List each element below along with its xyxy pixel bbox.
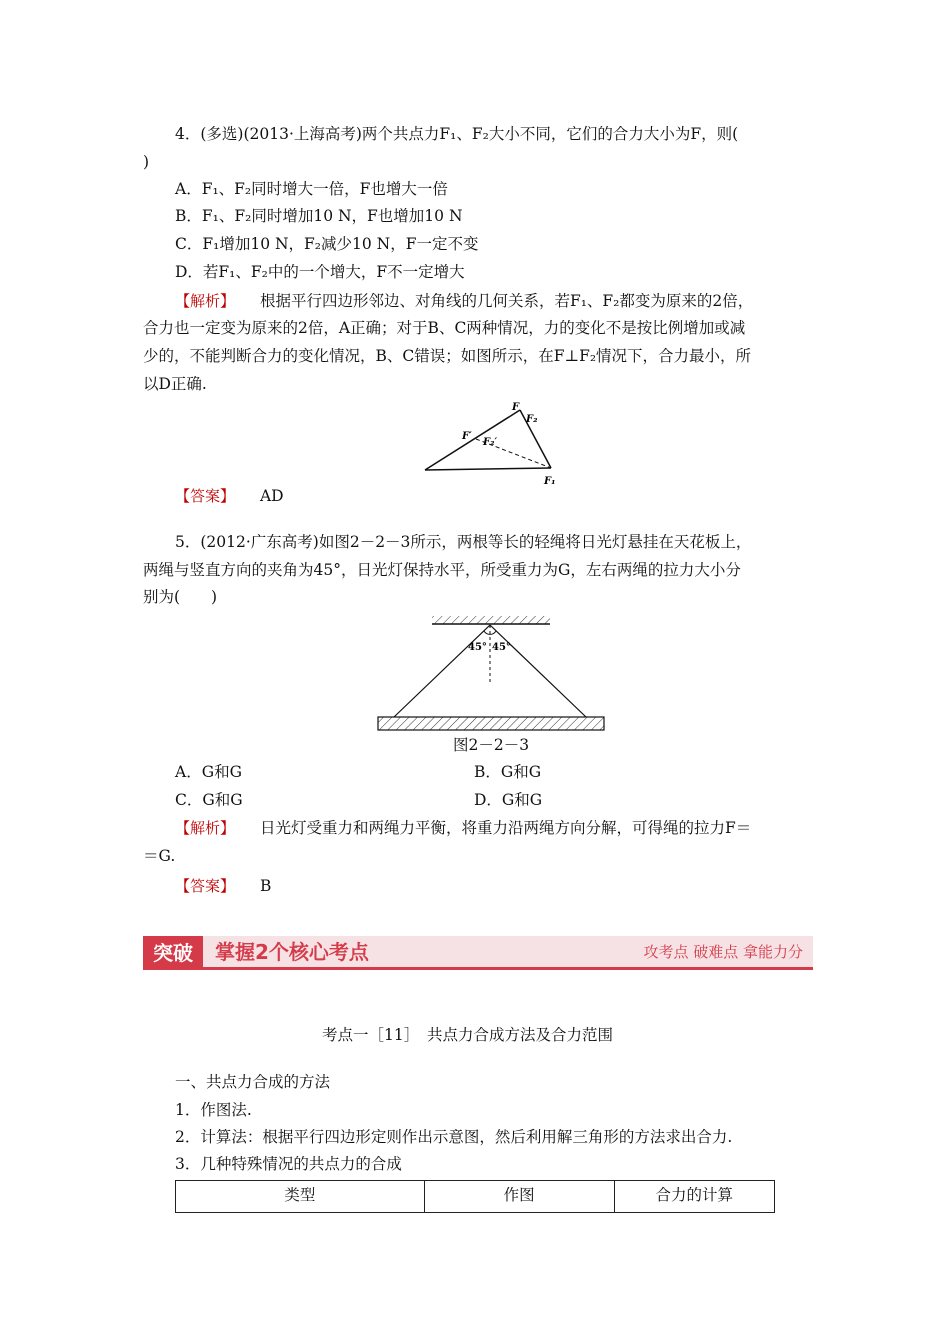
q4-answer: AD: [259, 487, 284, 505]
q4-stem-cont: ): [143, 153, 150, 171]
banner-left-label: 突破: [143, 936, 203, 970]
q4-analysis-line4: 以D正确.: [143, 375, 207, 393]
composition-table: [175, 1180, 775, 1213]
q4-option-d: D．若F₁、F₂中的一个增大，F不一定增大: [175, 263, 465, 281]
section-item-3: 3．几种特殊情况的共点力的合成: [175, 1155, 402, 1173]
right-rope: [490, 625, 586, 717]
label-f: F: [512, 402, 520, 413]
q4-option-c: C．F₁增加10 N，F₂减少10 N，F一定不变: [175, 235, 479, 253]
section-item-2: 2．计算法：根据平行四边形定则作出示意图，然后利用解三角形的方法求出合力.: [175, 1128, 733, 1146]
q4-analysis-tag: 【解析】: [175, 292, 236, 310]
q5-figure-caption: 图2－2－3: [453, 736, 530, 754]
q5-analysis-line1: [175, 818, 751, 838]
label-f1: F₁: [544, 476, 556, 487]
section-banner: [143, 936, 813, 970]
label-f-prime: F′: [462, 431, 472, 442]
q5-option-d: D．G和G: [474, 791, 543, 809]
q4-analysis-text1: 根据平行四边形邻边、对角线的几何关系，若F₁、F₂都变为原来的2倍，: [259, 292, 754, 310]
q5-stem-line1: 5．(2012·广东高考)如图2－2－3所示，两根等长的轻绳将日光灯悬挂在天花板上，: [175, 533, 752, 551]
angle-left-label: 45°: [468, 642, 487, 653]
left-rope: [394, 625, 490, 717]
q5-option-c: C．G和G: [175, 791, 243, 809]
lamp-body: [378, 717, 604, 730]
banner-right-text: 攻考点 破难点 拿能力分: [643, 943, 803, 961]
f1-line: [425, 468, 551, 470]
q5-option-b: B．G和G: [474, 763, 542, 781]
q4-answer-line: [175, 486, 284, 506]
banner-bar: [203, 936, 813, 970]
q5-option-a: A．G和G: [175, 763, 242, 781]
q4-option-b: B．F₁、F₂同时增加10 N，F也增加10 N: [175, 207, 463, 225]
q4-answer-tag: 【答案】: [175, 487, 236, 505]
q5-lamp-figure: [376, 614, 606, 736]
ceiling-hatch: [432, 616, 550, 624]
resultant-line: [425, 410, 520, 470]
q5-answer: B: [259, 877, 272, 895]
section-item-1: 1．作图法.: [175, 1101, 252, 1119]
q4-force-triangle-figure: [420, 398, 570, 490]
table-header-type: 类型: [176, 1181, 425, 1213]
table-header-drawing: 作图: [424, 1181, 614, 1213]
section-heading: 考点一［11］ 共点力合成方法及合力范围: [322, 1026, 613, 1044]
q5-stem-line2: 两绳与竖直方向的夹角为45°，日光灯保持水平，所受重力为G，左右两绳的拉力大小分: [143, 561, 741, 579]
table-header-calc: 合力的计算: [614, 1181, 774, 1213]
q4-stem: 4．(多选)(2013·上海高考)两个共点力F₁、F₂大小不同，它们的合力大小为F，则(: [175, 125, 739, 143]
banner-title: 掌握2个核心考点: [215, 940, 369, 964]
q5-analysis-line2: ＝G.: [143, 847, 176, 865]
q5-stem-line3: 别为( ): [143, 588, 218, 606]
label-f2: F₂: [526, 414, 538, 425]
q4-analysis-line2: 合力也一定变为原来的2倍，A正确；对于B、C两种情况，力的变化不是按比例增加或减: [143, 319, 746, 337]
label-f2-prime: F₂′: [483, 437, 498, 448]
section-sub1: 一、共点力合成的方法: [175, 1073, 331, 1091]
angle-right-label: 45°: [492, 642, 511, 653]
q4-analysis-line3: 少的，不能判断合力的变化情况，B、C错误；如图所示，在F⊥F₂情况下，合力最小，所: [143, 347, 752, 365]
table-header-row: [176, 1181, 775, 1213]
q5-answer-line: [175, 876, 271, 896]
q5-answer-tag: 【答案】: [175, 877, 236, 895]
q4-analysis-line1: [175, 291, 753, 311]
q5-analysis-tag: 【解析】: [175, 819, 236, 837]
q5-analysis-text1: 日光灯受重力和两绳力平衡，将重力沿两绳方向分解，可得绳的拉力F＝: [259, 819, 752, 837]
q4-option-a: A．F₁、F₂同时增大一倍，F也增大一倍: [175, 180, 448, 198]
